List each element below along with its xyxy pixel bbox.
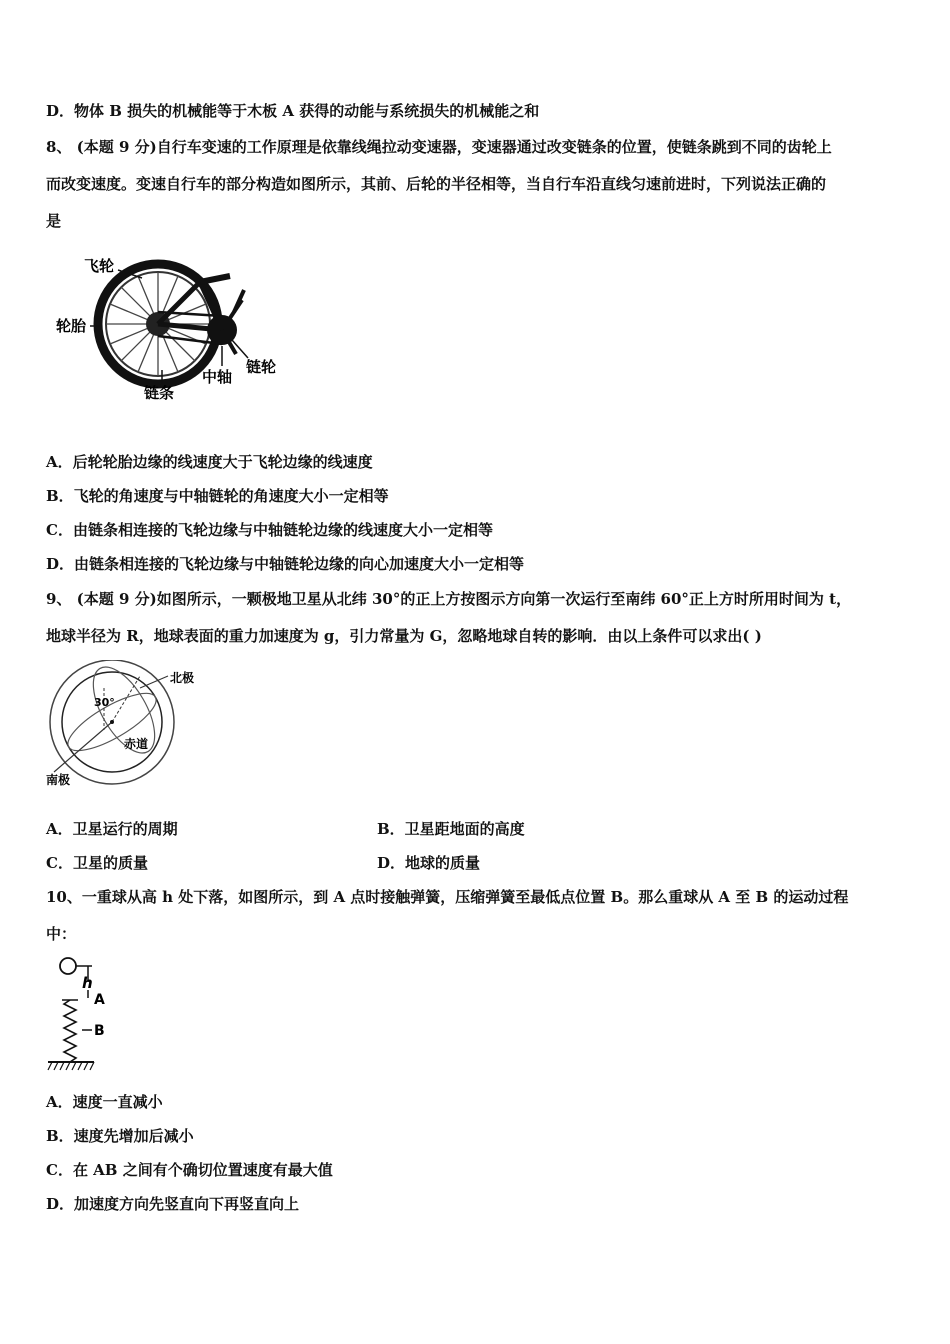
q8-stem-line-3: 是 [46,212,62,230]
label-north-pole: 北极 [170,671,195,685]
earth-figure [44,660,204,790]
bicycle-figure [50,248,310,408]
q10-stem-line-1: 10、一重球从高 h 处下落，如图所示，到 A 点时接触弹簧，压缩弹簧至最低点位置 B。那么重球从 A 至 B 的运动过程 [46,888,849,906]
q8-option-c: C．由链条相连接的飞轮边缘与中轴链轮边缘的线速度大小一定相等 [46,521,493,539]
q10-option-c: C．在 AB 之间有个确切位置速度有最大值 [46,1161,333,1179]
q10-option-d: D．加速度方向先竖直向下再竖直向上 [46,1195,300,1213]
label-equator: 赤道 [124,737,149,751]
q9-option-c: C．卫星的质量 [46,854,148,872]
q9-option-b: B．卫星距地面的高度 [377,820,525,838]
q10-stem-line-2: 中： [46,925,77,943]
label-b: B [94,1023,105,1039]
q10-option-b: B．速度先增加后减小 [46,1127,194,1145]
q8-option-b: B．飞轮的角速度与中轴链轮的角速度大小一定相等 [46,487,389,505]
label-chain: 链条 [144,384,175,402]
label-angle: 30° [94,696,115,709]
q8-option-a: A．后轮轮胎边缘的线速度大于飞轮边缘的线速度 [46,453,373,471]
label-flywheel: 飞轮 [84,257,115,275]
q9-stem-line-1: 9、 (本题 9 分)如图所示，一颗极地卫星从北纬 30°的正上方按图示方向第一次运行至南纬 60°正上方时所用时间为 t， [46,590,852,608]
label-h: h [82,974,93,992]
ball [60,958,76,974]
q7-option-d: D．物体 B 损失的机械能等于木板 A 获得的动能与系统损失的机械能之和 [46,102,540,120]
label-axle: 中轴 [202,368,233,386]
q10-option-a: A．速度一直减小 [46,1093,163,1111]
q8-stem-line-1: 8、 (本题 9 分)自行车变速的工作原理是依靠线绳拉动变速器，变速器通过改变链条的位置，使链条跳到不同的齿轮上 [46,138,832,156]
label-sprocket: 链轮 [246,358,277,376]
spring-figure [44,952,164,1074]
q9-option-d: D．地球的质量 [377,854,481,872]
label-a: A [94,992,105,1008]
q9-stem-line-2: 地球半径为 R，地球表面的重力加速度为 g，引力常量为 G，忽略地球自转的影响．由以上条件可以求出( ) [46,627,762,645]
label-tire: 轮胎 [56,317,87,335]
q8-stem-line-2: 而改变速度。变速自行车的部分构造如图所示，其前、后轮的半径相等，当自行车沿直线匀速前进时，下列说法正确的 [46,175,827,193]
spring [64,1000,76,1062]
q9-option-a: A．卫星运行的周期 [46,820,178,838]
q8-option-d: D．由链条相连接的飞轮边缘与中轴链轮边缘的向心加速度大小一定相等 [46,555,525,573]
label-south-pole: 南极 [46,773,71,787]
